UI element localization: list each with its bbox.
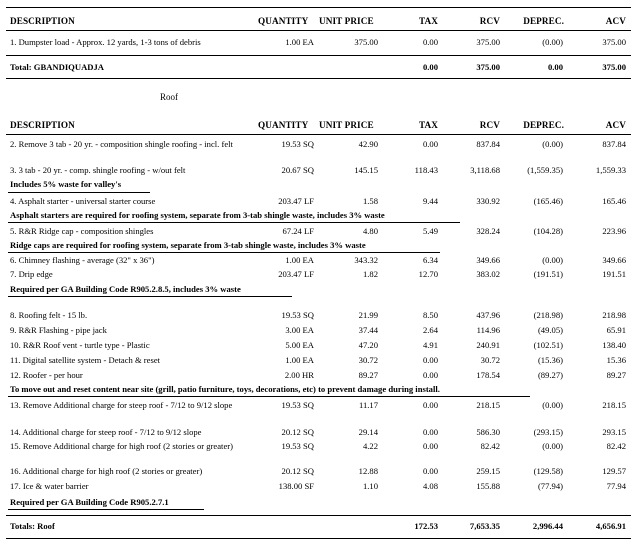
row-tax: 0.00 (422, 370, 438, 380)
row-tax: 0.00 (422, 139, 438, 149)
total-rule (6, 515, 631, 516)
row-deprec: (0.00) (542, 255, 563, 265)
row-unit-price: 145.15 (354, 165, 378, 175)
row-unit-price: 21.99 (358, 310, 378, 320)
row-description: 5. R&R Ridge cap - composition shingles (10, 226, 154, 236)
row-unit-price: 42.90 (358, 139, 378, 149)
header-rule (6, 134, 631, 135)
row-description: 11. Digital satellite system - Detach & reset (10, 355, 161, 365)
row-description: 3. 3 tab - 20 yr. - comp. shingle roofing - w/out felt (10, 165, 186, 175)
row-description: 10. R&R Roof vent - turtle type - Plastic (10, 340, 150, 350)
note-waste-valley: Includes 5% waste for valley's (10, 179, 122, 189)
row-tax: 9.44 (422, 196, 438, 206)
row-acv: 837.84 (602, 139, 626, 149)
row-quantity: 19.53 SQ (281, 441, 314, 451)
row-rcv: 837.84 (476, 139, 500, 149)
header-quantity: QUANTITY (258, 16, 309, 26)
note-underline (8, 192, 150, 193)
row-description: 15. Remove Additional charge for high roof (2 stories or greater) (10, 441, 233, 451)
row-rcv: 30.72 (480, 355, 500, 365)
header-rule (6, 30, 631, 31)
header-acv: ACV (605, 16, 626, 26)
row-rcv: 328.24 (476, 226, 500, 236)
total-rcv: 375.00 (476, 62, 500, 72)
row-rcv: 218.15 (476, 400, 500, 410)
row-quantity: 20.12 SQ (281, 427, 314, 437)
row-rcv: 375.00 (476, 37, 500, 47)
header-tax: TAX (418, 16, 438, 26)
row-description: 17. Ice & water barrier (10, 481, 89, 491)
total-bottom-rule (6, 78, 631, 79)
row-acv: 82.42 (606, 441, 626, 451)
row-acv: 1,559.33 (595, 165, 626, 175)
row-quantity: 20.12 SQ (281, 466, 314, 476)
row-tax: 0.00 (422, 400, 438, 410)
total-tax: 0.00 (422, 62, 438, 72)
header-acv: ACV (605, 120, 626, 130)
row-unit-price: 29.14 (358, 427, 378, 437)
row-description: 16. Additional charge for high roof (2 stories or greater) (10, 466, 203, 476)
row-quantity: 19.53 SQ (281, 139, 314, 149)
row-rcv: 155.88 (476, 481, 500, 491)
header-description: DESCRIPTION (10, 16, 75, 26)
row-quantity: 3.00 EA (285, 325, 314, 335)
row-unit-price: 1.82 (362, 269, 378, 279)
row-quantity: 203.47 LF (278, 269, 314, 279)
row-tax: 0.00 (422, 37, 438, 47)
row-deprec: (0.00) (542, 400, 563, 410)
row-acv: 165.46 (602, 196, 626, 206)
note-underline (8, 396, 530, 397)
header-rcv: RCV (479, 120, 500, 130)
row-tax: 0.00 (422, 355, 438, 365)
note-underline (8, 296, 292, 297)
note-code-r905-2-8-5: Required per GA Building Code R905.2.8.5, includes 3% waste (10, 284, 241, 294)
row-deprec: (0.00) (542, 37, 563, 47)
note-ridge-caps: Ridge caps are required for roofing system, separate from 3-tab shingle waste, includes 3% waste (10, 240, 366, 250)
row-description: 6. Chimney flashing - average (32" x 36") (10, 255, 155, 265)
row-deprec: (165.46) (533, 196, 563, 206)
total-deprec: 2,996.44 (532, 521, 563, 531)
row-description: 9. R&R Flashing - pipe jack (10, 325, 107, 335)
row-tax: 4.91 (422, 340, 438, 350)
row-unit-price: 4.22 (362, 441, 378, 451)
row-acv: 191.51 (602, 269, 626, 279)
row-acv: 218.98 (602, 310, 626, 320)
header-tax: TAX (418, 120, 438, 130)
header-rcv: RCV (479, 16, 500, 26)
total-acv: 4,656.91 (595, 521, 626, 531)
row-rcv: 240.91 (476, 340, 500, 350)
total-bottom-rule (6, 538, 631, 539)
row-unit-price: 4.80 (362, 226, 378, 236)
note-underline (8, 222, 460, 223)
row-unit-price: 343.32 (354, 255, 378, 265)
row-acv: 223.96 (602, 226, 626, 236)
row-tax: 0.00 (422, 427, 438, 437)
row-acv: 77.94 (606, 481, 626, 491)
row-tax: 6.34 (422, 255, 438, 265)
row-quantity: 2.00 HR (284, 370, 314, 380)
row-rcv: 383.02 (476, 269, 500, 279)
row-deprec: (293.15) (533, 427, 563, 437)
row-unit-price: 30.72 (358, 355, 378, 365)
row-unit-price: 89.27 (358, 370, 378, 380)
row-deprec: (89.27) (537, 370, 563, 380)
row-deprec: (129.58) (533, 466, 563, 476)
row-deprec: (77.94) (537, 481, 563, 491)
total-rule (6, 55, 631, 56)
row-quantity: 1.00 EA (285, 355, 314, 365)
row-quantity: 20.67 SQ (281, 165, 314, 175)
row-rcv: 330.92 (476, 196, 500, 206)
row-deprec: (218.98) (533, 310, 563, 320)
total-label: Totals: Roof (10, 521, 55, 531)
row-description: 8. Roofing felt - 15 lb. (10, 310, 88, 320)
note-code-r905-2-7-1: Required per GA Building Code R905.2.7.1 (10, 497, 169, 507)
total-acv: 375.00 (602, 62, 626, 72)
row-rcv: 259.15 (476, 466, 500, 476)
row-description: 12. Roofer - per hour (10, 370, 83, 380)
row-quantity: 67.24 LF (282, 226, 314, 236)
row-description: 2. Remove 3 tab - 20 yr. - composition shingle roofing - incl. felt (10, 139, 233, 149)
row-rcv: 82.42 (480, 441, 500, 451)
row-tax: 2.64 (422, 325, 438, 335)
row-acv: 293.15 (602, 427, 626, 437)
total-deprec: 0.00 (547, 62, 563, 72)
note-asphalt-starter: Asphalt starters are required for roofing system, separate from 3-tab shingle waste, includes 3% waste (10, 210, 385, 220)
row-rcv: 114.96 (476, 325, 500, 335)
row-unit-price: 1.58 (362, 196, 378, 206)
row-acv: 138.40 (602, 340, 626, 350)
row-deprec: (1,559.35) (527, 165, 563, 175)
top-partial-rule (6, 7, 631, 8)
header-quantity: QUANTITY (258, 120, 309, 130)
note-underline (8, 509, 204, 510)
row-acv: 89.27 (606, 370, 626, 380)
row-acv: 349.66 (602, 255, 626, 265)
row-quantity: 138.00 SF (278, 481, 314, 491)
row-unit-price: 375.00 (354, 37, 378, 47)
row-unit-price: 47.20 (358, 340, 378, 350)
row-acv: 375.00 (602, 37, 626, 47)
row-tax: 0.00 (422, 466, 438, 476)
row-deprec: (0.00) (542, 441, 563, 451)
row-quantity: 19.53 SQ (281, 400, 314, 410)
total-label: Total: GBANDIQUADJA (10, 62, 104, 72)
row-deprec: (191.51) (533, 269, 563, 279)
section-title-roof: Roof (160, 92, 178, 102)
row-tax: 12.70 (418, 269, 438, 279)
header-deprec: DEPREC. (523, 16, 564, 26)
row-acv: 129.57 (602, 466, 626, 476)
row-deprec: (104.28) (533, 226, 563, 236)
note-move-reset: To move out and reset content near site (grill, patio furniture, toys, decorations, etc) to prevent damage during install. (10, 384, 440, 394)
row-description: 7. Drip edge (10, 269, 53, 279)
row-rcv: 3,118.68 (470, 165, 500, 175)
total-rcv: 7,653.35 (469, 521, 500, 531)
row-rcv: 178.54 (476, 370, 500, 380)
row-acv: 65.91 (606, 325, 626, 335)
row-deprec: (15.36) (537, 355, 563, 365)
row-quantity: 19.53 SQ (281, 310, 314, 320)
row-unit-price: 12.88 (358, 466, 378, 476)
row-unit-price: 1.10 (362, 481, 378, 491)
row-quantity: 203.47 LF (278, 196, 314, 206)
row-acv: 15.36 (606, 355, 626, 365)
header-description: DESCRIPTION (10, 120, 75, 130)
row-deprec: (0.00) (542, 139, 563, 149)
row-deprec: (102.51) (533, 340, 563, 350)
row-unit-price: 37.44 (358, 325, 378, 335)
row-description: 1. Dumpster load - Approx. 12 yards, 1-3 tons of debris (10, 37, 201, 47)
row-tax: 8.50 (422, 310, 438, 320)
row-description: 14. Additional charge for steep roof - 7/12 to 9/12 slope (10, 427, 202, 437)
row-quantity: 5.00 EA (285, 340, 314, 350)
row-description: 13. Remove Additional charge for steep roof - 7/12 to 9/12 slope (10, 400, 233, 410)
row-tax: 5.49 (422, 226, 438, 236)
row-rcv: 437.96 (476, 310, 500, 320)
row-description: 4. Asphalt starter - universal starter course (10, 196, 156, 206)
row-acv: 218.15 (602, 400, 626, 410)
header-unit-price: UNIT PRICE (319, 120, 374, 130)
row-quantity: 1.00 EA (285, 37, 314, 47)
row-rcv: 586.30 (476, 427, 500, 437)
row-rcv: 349.66 (476, 255, 500, 265)
header-deprec: DEPREC. (523, 120, 564, 130)
row-tax: 0.00 (422, 441, 438, 451)
row-deprec: (49.05) (537, 325, 563, 335)
row-tax: 4.08 (422, 481, 438, 491)
row-quantity: 1.00 EA (285, 255, 314, 265)
row-unit-price: 11.17 (358, 400, 378, 410)
header-unit-price: UNIT PRICE (319, 16, 374, 26)
total-tax: 172.53 (414, 521, 438, 531)
row-tax: 118.43 (414, 165, 438, 175)
note-underline (8, 252, 440, 253)
